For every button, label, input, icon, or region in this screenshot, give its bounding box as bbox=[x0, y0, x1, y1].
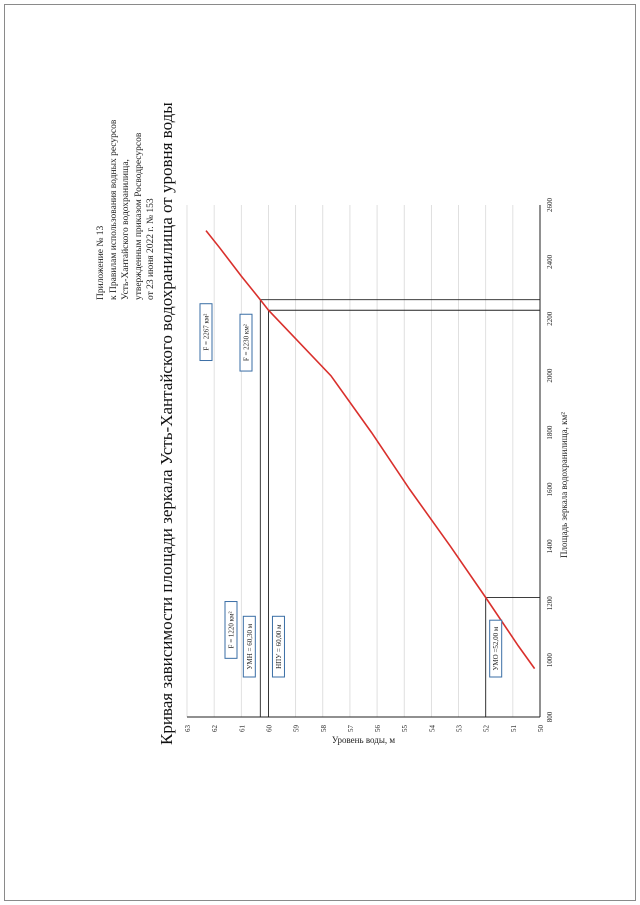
annotation-label: F = 2230 км² bbox=[242, 324, 251, 362]
x-tick-label: 1200 bbox=[546, 596, 554, 611]
y-tick-label: 60 bbox=[265, 725, 274, 732]
annotation-label: УМО =52,00 м bbox=[492, 626, 501, 671]
appendix-reservoir: Усть-Хантайского водохранилища, bbox=[121, 159, 131, 300]
y-tick-label: 63 bbox=[184, 725, 192, 732]
y-tick-label: 55 bbox=[401, 725, 410, 732]
y-tick-label: 50 bbox=[537, 725, 545, 732]
y-axis-title: Уровень воды, м bbox=[331, 735, 396, 745]
y-tick-label: 52 bbox=[482, 725, 491, 732]
x-tick-label: 800 bbox=[546, 711, 554, 723]
appendix-order: утвержденным приказом Росводресурсов bbox=[133, 132, 144, 300]
y-tick-label: 57 bbox=[346, 725, 355, 732]
x-tick-label: 1000 bbox=[546, 653, 554, 668]
y-tick-label: 58 bbox=[319, 725, 328, 732]
appendix-number: Приложение № 13 bbox=[96, 225, 106, 300]
chart-title: Кривая зависимости площади зеркала Усть-Хантайского водохранилища от уровня воды bbox=[157, 102, 176, 745]
x-tick-label: 1800 bbox=[546, 425, 554, 440]
annotation-label: НПУ = 60,00 м bbox=[274, 624, 283, 669]
annotation-label: F = 1220 км² bbox=[227, 611, 236, 649]
y-tick-label: 51 bbox=[509, 725, 518, 732]
y-tick-label: 61 bbox=[238, 725, 247, 732]
y-tick-label: 53 bbox=[455, 725, 464, 732]
x-tick-label: 2000 bbox=[546, 368, 554, 383]
y-tick-label: 62 bbox=[211, 725, 220, 732]
appendix-date: от 23 июня 2022 г. № 153 bbox=[146, 198, 156, 300]
x-tick-label: 1400 bbox=[546, 539, 554, 554]
x-tick-label: 1600 bbox=[546, 482, 554, 497]
annotation-label: УМН = 60,30 м bbox=[245, 623, 254, 670]
y-tick-label: 56 bbox=[374, 725, 383, 732]
annotation-label: F = 2267 км² bbox=[202, 313, 211, 351]
x-tick-label: 2200 bbox=[546, 311, 554, 326]
y-tick-label: 59 bbox=[292, 725, 301, 732]
y-tick-label: 54 bbox=[428, 725, 437, 732]
x-tick-label: 2600 bbox=[546, 198, 554, 212]
x-tick-label: 2400 bbox=[546, 254, 554, 269]
x-axis-title: Площадь зеркала водохранилища, км² bbox=[559, 412, 569, 558]
appendix-rules: к Правилам использования водных ресурсов bbox=[108, 119, 119, 300]
